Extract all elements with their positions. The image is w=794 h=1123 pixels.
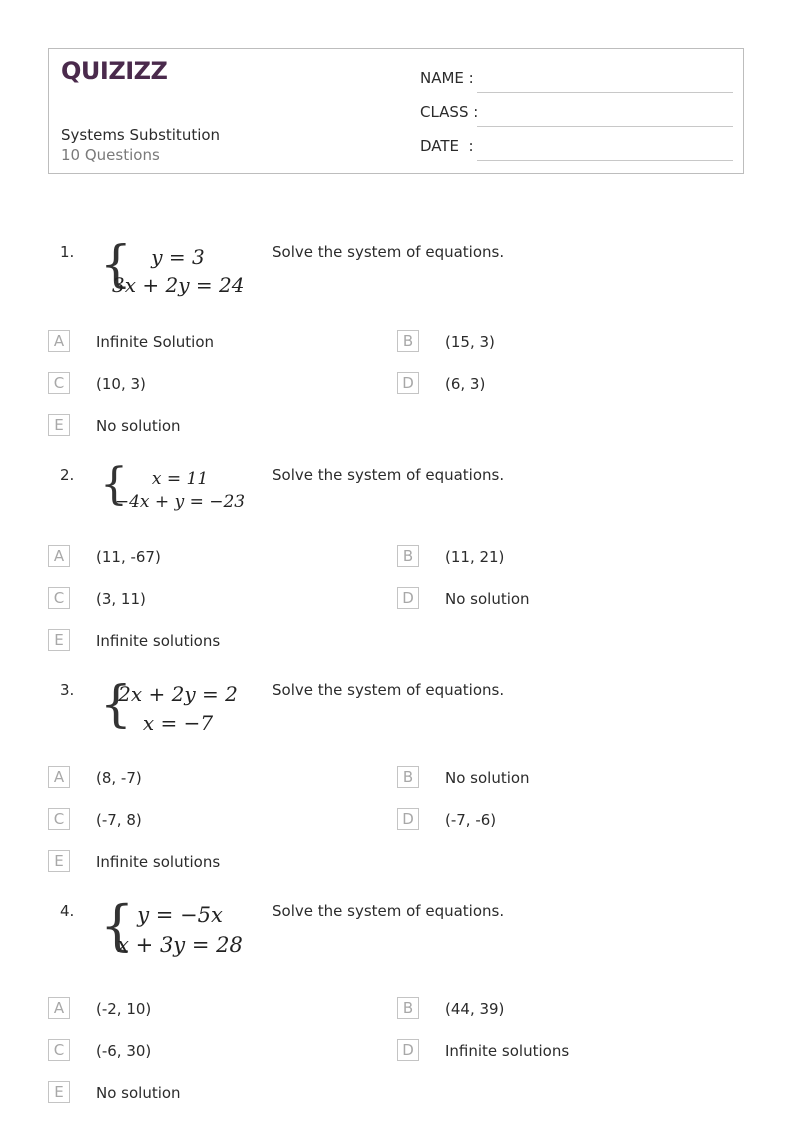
question-number: 4. [60, 902, 75, 920]
option-text[interactable]: No solution [96, 417, 181, 435]
brace-icon: { [100, 675, 132, 733]
option-text[interactable]: (11, -67) [96, 548, 161, 566]
question-prompt: Solve the system of equations. [272, 681, 505, 699]
option-letter[interactable]: A [48, 997, 70, 1019]
option-letter[interactable]: B [397, 330, 419, 352]
option-text[interactable]: (-2, 10) [96, 1000, 152, 1018]
equation-system [100, 459, 260, 516]
option-letter[interactable]: A [48, 545, 70, 567]
equation-1: x = 11 [151, 469, 209, 489]
name-field[interactable] [420, 66, 733, 92]
equation-2: x + 3y = 28 [117, 933, 243, 957]
brace-icon: { [100, 894, 135, 957]
option-text[interactable]: (-6, 30) [96, 1042, 152, 1060]
option-letter[interactable]: D [397, 1039, 419, 1061]
quizizz-logo: QUIZIZZ [61, 57, 168, 85]
option-letter[interactable]: A [48, 766, 70, 788]
equation-system [100, 235, 260, 299]
option-text[interactable]: (15, 3) [445, 333, 495, 351]
option-text[interactable]: (8, -7) [96, 769, 142, 787]
question-number: 3. [60, 681, 75, 699]
option-letter[interactable]: D [397, 372, 419, 394]
question-prompt: Solve the system of equations. [272, 466, 505, 484]
date-line[interactable] [477, 160, 733, 161]
name-label: NAME : [420, 69, 474, 87]
option-letter[interactable]: C [48, 1039, 70, 1061]
option-text[interactable]: No solution [445, 590, 530, 608]
option-text[interactable]: (11, 21) [445, 548, 505, 566]
option-letter[interactable]: A [48, 330, 70, 352]
option-letter[interactable]: C [48, 808, 70, 830]
equation-1: y = −5x [137, 903, 223, 927]
worksheet-header [48, 48, 744, 174]
option-letter[interactable]: E [48, 414, 70, 436]
option-text[interactable]: No solution [96, 1084, 181, 1102]
option-letter[interactable]: C [48, 372, 70, 394]
brace-icon: { [100, 235, 132, 293]
equation-1: y = 3 [151, 245, 205, 269]
equation-system [100, 675, 260, 737]
option-letter[interactable]: E [48, 629, 70, 651]
class-line[interactable] [477, 126, 733, 127]
class-label: CLASS : [420, 103, 479, 121]
option-letter[interactable]: D [397, 808, 419, 830]
equation-system [100, 894, 260, 962]
brace-icon: { [100, 459, 128, 510]
option-text[interactable]: (10, 3) [96, 375, 146, 393]
option-text[interactable]: (6, 3) [445, 375, 486, 393]
equation-2: −4x + y = −23 [114, 492, 246, 512]
class-field[interactable] [420, 100, 733, 126]
name-line[interactable] [477, 92, 733, 93]
option-letter[interactable]: D [397, 587, 419, 609]
option-text[interactable]: Infinite solutions [96, 632, 221, 650]
option-text[interactable]: Infinite solutions [445, 1042, 570, 1060]
equation-2: 3x + 2y = 24 [112, 273, 245, 297]
equation-1: 2x + 2y = 2 [118, 682, 238, 706]
option-letter[interactable]: B [397, 545, 419, 567]
question-number: 2. [60, 466, 75, 484]
option-letter[interactable]: E [48, 1081, 70, 1103]
question-prompt: Solve the system of equations. [272, 902, 505, 920]
option-text[interactable]: Infinite solutions [96, 853, 221, 871]
option-text[interactable]: (3, 11) [96, 590, 146, 608]
date-field[interactable] [420, 134, 733, 160]
option-letter[interactable]: E [48, 850, 70, 872]
option-letter[interactable]: B [397, 997, 419, 1019]
date-label: DATE : [420, 137, 474, 155]
option-text[interactable]: (-7, -6) [445, 811, 497, 829]
option-letter[interactable]: B [397, 766, 419, 788]
equation-2: x = −7 [142, 711, 214, 735]
option-letter[interactable]: C [48, 587, 70, 609]
option-text[interactable]: No solution [445, 769, 530, 787]
option-text[interactable]: Infinite Solution [96, 333, 215, 351]
worksheet-title: Systems Substitution [61, 126, 221, 144]
option-text[interactable]: (44, 39) [445, 1000, 505, 1018]
question-prompt: Solve the system of equations. [272, 243, 505, 261]
option-text[interactable]: (-7, 8) [96, 811, 142, 829]
question-number: 1. [60, 243, 75, 261]
question-count: 10 Questions [61, 146, 160, 164]
